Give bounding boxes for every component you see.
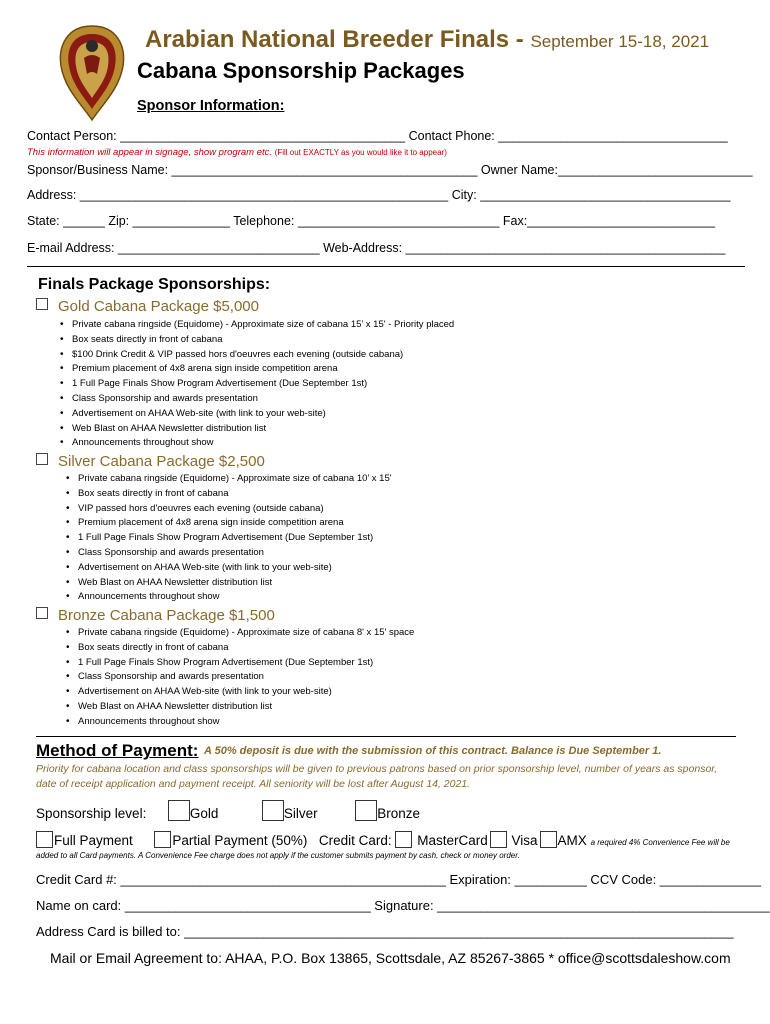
section-divider [27,266,745,267]
level-gold-checkbox[interactable] [168,800,190,821]
mastercard-checkbox[interactable] [395,831,412,848]
list-item: • 1 Full Page Finals Show Program Advertisement (Due September 1st) [60,377,454,392]
list-item: • Web Blast on AHAA Newsletter distribution list [66,576,392,591]
list-item: • Private cabana ringside (Equidome) - Approximate size of cabana 15’ x 15' - Priority placed [60,318,454,333]
fee-note: a required 4% Convenience Fee will be [590,838,730,847]
list-item: • Announcements throughout show [60,436,454,451]
level-silver-checkbox[interactable] [262,800,284,821]
bronze-checkbox[interactable] [36,607,48,619]
list-item: • Private cabana ringside (Equidome) - Approximate size of cabana 10’ x 15' [66,472,392,487]
page-subtitle: Cabana Sponsorship Packages [137,58,465,83]
payment-heading: Method of Payment: [36,741,199,760]
silver-package[interactable]: Silver Cabana Package $2,500 [36,453,265,470]
page-title: Arabian National Breeder Finals - September 15-18, 2021 [145,26,710,53]
level-gold-label: Gold [189,806,219,821]
list-item: • Private cabana ringside (Equidome) - Approximate size of cabana 8' x 15' space [66,626,414,641]
priority-note: Priority for cabana location and class sponsorships will be given to previous patrons based on prior sponsorship level, number of years as sponsor, date of receipt application and payment receipt. All seniority will be lost after August 14, 2021. [36,763,718,790]
contact-person-field[interactable]: Contact Person: _________________________________________ Contact Phone: _________________________________ [27,129,728,143]
sponsorship-level-row [36,800,420,821]
address-field[interactable]: Address: _____________________________________________________ City: ____________________________________ [27,188,731,202]
list-item: • VIP passed hors d'oeuvres each evening (outside cabana) [66,502,392,517]
credit-card-field[interactable]: Credit Card #: _____________________________________________ Expiration: __________ CCV Code: ______________ [36,872,762,887]
list-item: • Box seats directly in front of cabana [66,641,414,656]
bronze-items [66,626,414,730]
list-item: • Advertisement on AHAA Web-site (with link to your web-site) [66,685,414,700]
list-item: • Announcements throughout show [66,715,414,730]
list-item: • Class Sponsorship and awards presentation [60,392,454,407]
gold-items [60,318,454,451]
packages-heading: Finals Package Sponsorships: [38,276,271,293]
list-item: • Premium placement of 4x8 arena sign inside competition arena [66,516,392,531]
ahaa-logo [57,24,127,122]
partial-payment-checkbox[interactable] [154,831,171,848]
gold-package[interactable]: Gold Cabana Package $5,000 [36,298,259,315]
billing-address-field[interactable]: Address Card is billed to: ____________________________________________________________________________ [36,924,734,939]
list-item: • Announcements throughout show [66,590,392,605]
bronze-package[interactable]: Bronze Cabana Package $1,500 [36,607,275,624]
deposit-note: A 50% deposit is due with the submission of this contract. Balance is Due September 1. [204,745,662,757]
payment-divider [36,736,736,737]
list-item: • Advertisement on AHAA Web-site (with link to your web-site) [60,407,454,422]
name-on-card-field[interactable]: Name on card: __________________________________ Signature: ______________________________________________ [36,898,770,913]
silver-items [66,472,392,605]
visa-checkbox[interactable] [490,831,507,848]
business-name-field[interactable]: Sponsor/Business Name: ____________________________________________ Owner Name:____________________________ [27,163,753,177]
level-silver-label: Silver [283,806,318,821]
list-item: • 1 Full Page Finals Show Program Advertisement (Due September 1st) [66,656,414,671]
list-item: • Advertisement on AHAA Web-site (with link to your web-site) [66,561,392,576]
email-field[interactable]: E-mail Address: _____________________________ Web-Address: ______________________________________________ [27,241,726,255]
list-item: • Class Sponsorship and awards presentation [66,546,392,561]
gold-checkbox[interactable] [36,298,48,310]
level-bronze-label: Bronze [377,806,420,821]
payment-type-row: Full Payment Partial Payment (50%) Credit Card: MasterCard Visa AMX a required 4% Convenience Fee will be [36,831,730,848]
list-item: • Box seats directly in front of cabana [66,487,392,502]
full-payment-checkbox[interactable] [36,831,53,848]
amx-checkbox[interactable] [540,831,557,848]
list-item: • Premium placement of 4x8 arena sign inside competition arena [60,362,454,377]
list-item: • 1 Full Page Finals Show Program Advertisement (Due September 1st) [66,531,392,546]
list-item: • Web Blast on AHAA Newsletter distribution list [66,700,414,715]
list-item: • $100 Drink Credit & VIP passed hors d'oeuvres each evening (outside cabana) [60,348,454,363]
level-bronze-checkbox[interactable] [355,800,377,821]
signage-notice: This information will appear in signage, show program etc. (Fill out EXACTLY as you would like it to appear) [27,147,447,158]
list-item: • Class Sponsorship and awards presentation [66,670,414,685]
sponsor-info-heading: Sponsor Information: [137,98,285,114]
event-dates: September 15-18, 2021 [530,32,710,51]
mail-instructions: Mail or Email Agreement to: AHAA, P.O. Box 13865, Scottsdale, AZ 85267-3865 * office@scottsdaleshow.com [50,950,731,966]
list-item: • Box seats directly in front of cabana [60,333,454,348]
list-item: • Web Blast on AHAA Newsletter distribution list [60,422,454,437]
state-zip-field[interactable]: State: ______ Zip: ______________ Telephone: _____________________________ Fax:___________________________ [27,214,715,228]
sponsorship-level-label: Sponsorship level: [36,806,147,821]
silver-checkbox[interactable] [36,453,48,465]
fee-note-continued: added to all Card payments. A Convenience Fee charge does not apply if the customer submits payment by cash, check or money order. [36,851,520,860]
